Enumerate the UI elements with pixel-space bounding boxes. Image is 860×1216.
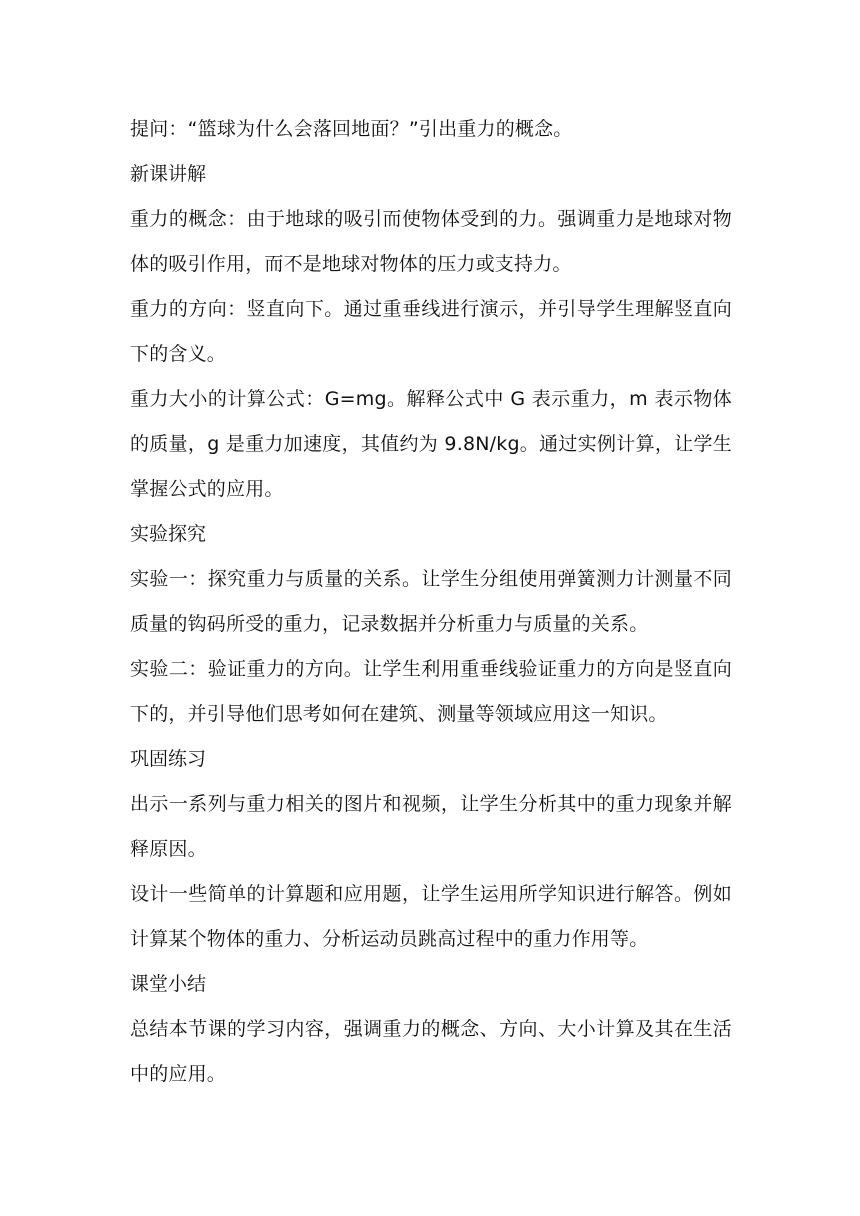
paragraph-gravity-direction: 重力的方向：竖直向下。通过重垂线进行演示，并引导学生理解竖直向下的含义。 [130,298,732,365]
paragraph-experiment-one: 实验一：探究重力与质量的关系。让学生分组使用弹簧测力计测量不同质量的钩码所受的重力，记录数据并分析重力与质量的关系。 [130,568,732,635]
document-body [130,107,732,1097]
paragraph-gravity-formula: 重力大小的计算公式：G=mg。解释公式中 G 表示重力，m 表示物体的质量，g 是重力加速度，其值约为 9.8N/kg。通过实例计算，让学生掌握公式的应用。 [130,388,732,500]
intro-question: 提问：“篮球为什么会落回地面？”引出重力的概念。 [130,118,573,140]
heading-experiment: 实验探究 [130,523,207,545]
heading-new-lesson: 新课讲解 [130,163,207,185]
paragraph-gravity-concept: 重力的概念：由于地球的吸引而使物体受到的力。强调重力是地球对物体的吸引作用，而不是地球对物体的压力或支持力。 [130,208,732,275]
paragraph-practice-two: 设计一些简单的计算题和应用题，让学生运用所学知识进行解答。例如计算某个物体的重力、分析运动员跳高过程中的重力作用等。 [130,883,732,950]
paragraph-experiment-two: 实验二：验证重力的方向。让学生利用重垂线验证重力的方向是竖直向下的，并引导他们思考如何在建筑、测量等领域应用这一知识。 [130,658,732,725]
paragraph-summary: 总结本节课的学习内容，强调重力的概念、方向、大小计算及其在生活中的应用。 [130,1018,732,1085]
heading-practice: 巩固练习 [130,748,207,770]
paragraph-practice-one: 出示一系列与重力相关的图片和视频，让学生分析其中的重力现象并解释原因。 [130,793,732,860]
heading-summary: 课堂小结 [130,973,207,995]
